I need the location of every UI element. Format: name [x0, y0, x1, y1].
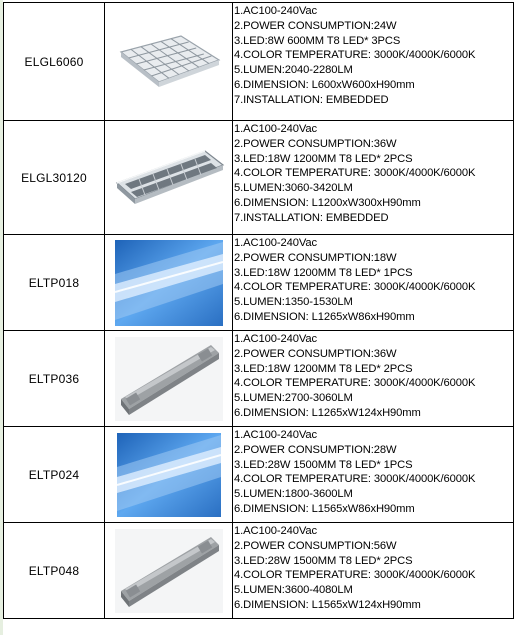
spec-line: 6.DIMENSION: L1265xW124xH90mm — [234, 406, 421, 419]
product-photo-cell — [105, 235, 233, 331]
spec-line: 4.COLOR TEMPERATURE: 3000K/4000K/6000K — [234, 569, 476, 582]
spec-list-cell — [233, 331, 514, 427]
table-row — [4, 523, 514, 619]
spec-list-cell — [233, 427, 514, 523]
spec-line: 7.INSTALLATION: EMBEDDED — [234, 93, 389, 106]
product-photo-cell — [105, 3, 233, 121]
spec-line: 3.LED:18W 1200MM T8 LED* 2PCS — [234, 152, 413, 165]
spec-line: 5.LUMEN:2700-3060LM — [234, 392, 353, 405]
spec-line: 4.COLOR TEMPERATURE: 3000K/4000K/6000K — [234, 167, 476, 180]
model-cell: ELTP036 — [4, 331, 105, 427]
table-row — [4, 3, 514, 121]
spec-line: 5.LUMEN:3600-4080LM — [234, 584, 353, 597]
spec-line: 6.DIMENSION: L1565xW124xH90mm — [234, 598, 421, 611]
spec-line: 2.POWER CONSUMPTION:36W — [234, 347, 397, 360]
spec-line: 5.LUMEN:3060-3420LM — [234, 182, 353, 195]
spec-line: 6.DIMENSION: L1565xW86xH90mm — [234, 502, 415, 515]
spec-line: 4.COLOR TEMPERATURE: 3000K/4000K/6000K — [234, 281, 476, 294]
model-cell: ELTP024 — [4, 427, 105, 523]
spec-line: 6.DIMENSION: L1200xW300xH90mm — [234, 196, 421, 209]
spec-list-cell — [233, 3, 514, 121]
product-photo-cell — [105, 121, 233, 235]
spec-line: 4.COLOR TEMPERATURE: 3000K/4000K/6000K — [234, 473, 476, 486]
spec-line: 5.LUMEN:1350-1530LM — [234, 296, 353, 309]
spec-line: 1.AC100-240Vac — [234, 429, 317, 441]
spec-line: 1.AC100-240Vac — [234, 123, 317, 135]
spec-line: 7.INSTALLATION: EMBEDDED — [234, 211, 389, 224]
spec-line: 1.AC100-240Vac — [234, 333, 317, 345]
tri-proof-lit-icon — [117, 433, 221, 517]
spec-line: 1.AC100-240Vac — [234, 237, 317, 249]
model-cell: ELGL6060 — [4, 3, 105, 121]
spec-line: 3.LED:18W 1200MM T8 LED* 1PCS — [234, 266, 413, 279]
spec-line: 4.COLOR TEMPERATURE: 3000K/4000K/6000K — [234, 49, 476, 62]
spec-line: 5.LUMEN:2040-2280LM — [234, 64, 353, 77]
tri-proof-housing-icon — [115, 337, 223, 421]
product-photo-cell — [105, 523, 233, 619]
spec-line: 2.POWER CONSUMPTION:18W — [234, 251, 397, 264]
spec-list-cell — [233, 121, 514, 235]
grille-troffer-icon — [111, 30, 227, 94]
spec-line: 1.AC100-240Vac — [234, 525, 317, 537]
product-photo-cell — [105, 427, 233, 523]
spec-list-cell — [233, 523, 514, 619]
table-row — [4, 331, 514, 427]
tri-proof-housing-icon — [115, 529, 223, 613]
table-row — [4, 121, 514, 235]
table-row — [4, 427, 514, 523]
spec-line: 4.COLOR TEMPERATURE: 3000K/4000K/6000K — [234, 377, 476, 390]
tri-proof-lit-icon — [115, 240, 223, 326]
long-grille-troffer-icon — [111, 143, 227, 213]
spec-line: 6.DIMENSION: L600xW600xH90mm — [234, 78, 415, 91]
table-row — [4, 235, 514, 331]
model-cell: ELGL30120 — [4, 121, 105, 235]
spec-list-cell — [233, 235, 514, 331]
spec-line: 3.LED:18W 1200MM T8 LED* 2PCS — [234, 362, 413, 375]
spec-line: 2.POWER CONSUMPTION:24W — [234, 19, 397, 32]
spec-line: 2.POWER CONSUMPTION:56W — [234, 539, 397, 552]
spec-line: 2.POWER CONSUMPTION:36W — [234, 137, 397, 150]
spec-line: 3.LED:28W 1500MM T8 LED* 2PCS — [234, 554, 413, 567]
spec-line: 1.AC100-240Vac — [234, 5, 317, 17]
product-photo-cell — [105, 331, 233, 427]
spec-line: 3.LED:8W 600MM T8 LED* 3PCS — [234, 34, 401, 47]
spec-line: 6.DIMENSION: L1265xW86xH90mm — [234, 310, 415, 323]
spec-line: 5.LUMEN:1800-3600LM — [234, 488, 353, 501]
spec-line: 3.LED:28W 1500MM T8 LED* 1PCS — [234, 458, 413, 471]
model-cell: ELTP018 — [4, 235, 105, 331]
spec-line: 2.POWER CONSUMPTION:28W — [234, 443, 397, 456]
spec-table — [3, 2, 514, 619]
model-cell: ELTP048 — [4, 523, 105, 619]
